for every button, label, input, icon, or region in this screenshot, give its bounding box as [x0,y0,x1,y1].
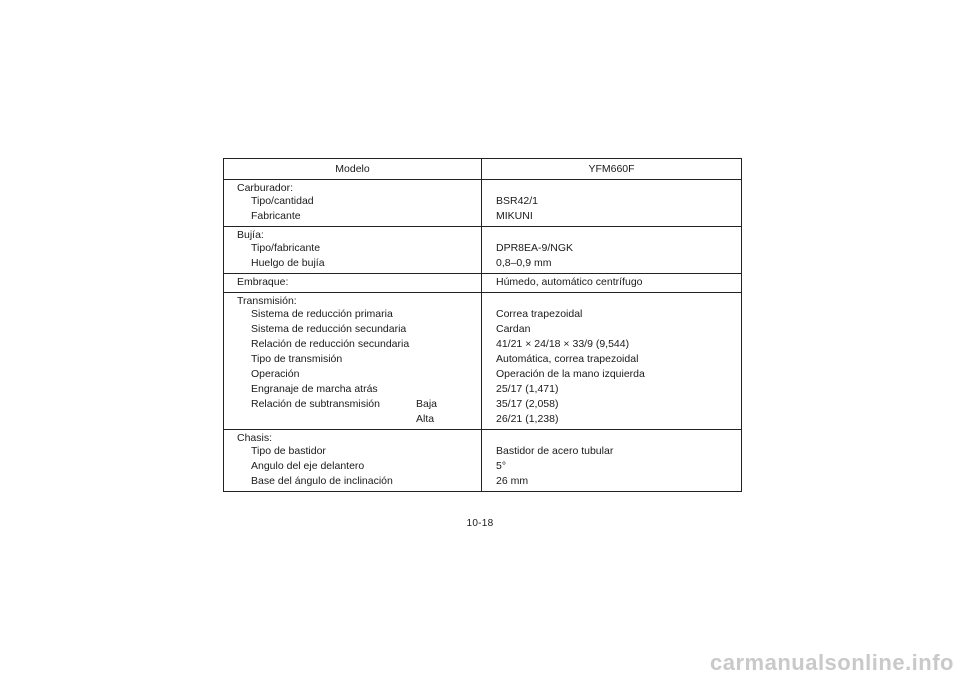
row-value: MIKUNI [496,210,533,222]
row-value: Automática, correa trapezoidal [496,353,639,365]
row-label: Engranaje de marcha atrás [251,383,378,395]
header-model-value: YFM660F [588,163,635,175]
table-row [224,307,741,322]
section-chasis [224,430,741,491]
table-row [224,275,741,290]
table-row [224,382,741,397]
row-label: Relación de subtransmisión [251,398,380,410]
section-title: Carburador: [237,182,294,194]
section-title: Bujía: [237,229,264,241]
section-embraque [224,274,741,293]
row-sub-label: Baja [416,398,438,410]
table-row [224,412,741,427]
section-bujia [224,227,741,274]
watermark: carmanualsonline.info [710,650,954,675]
row-label: Angulo del eje delantero [251,460,365,472]
table-row [224,322,741,337]
row-label: Tipo/fabricante [251,242,321,254]
row-label: Tipo de transmisión [251,353,343,365]
header-model-label: Modelo [335,163,370,175]
table-row [224,209,741,224]
section-title: Embraque: [237,276,289,288]
table-row [224,397,741,412]
row-label: Relación de reducción secundaria [251,338,410,350]
row-value: DPR8EA-9/NGK [496,242,574,254]
table-row [224,367,741,382]
table-row [224,459,741,474]
table-row [224,444,741,459]
row-value: Bastidor de acero tubular [496,445,614,457]
row-label: Sistema de reducción secundaria [251,323,407,335]
row-label: Tipo/cantidad [251,195,314,207]
section-title-row [224,228,741,241]
row-sub-label: Alta [416,413,435,425]
row-value: 35/17 (2,058) [496,398,559,410]
table-row [224,337,741,352]
section-title-row [224,294,741,307]
row-value: Cardan [496,323,531,335]
row-label: Huelgo de bujía [251,257,325,269]
row-label: Fabricante [251,210,301,222]
row-value: Correa trapezoidal [496,308,583,320]
table-row [224,241,741,256]
row-label: Tipo de bastidor [251,445,326,457]
spec-table [223,158,742,492]
row-value: 41/21 × 24/18 × 33/9 (9,544) [496,338,630,350]
row-value: Operación de la mano izquierda [496,368,645,380]
row-label: Operación [251,368,300,380]
section-title: Chasis: [237,432,273,444]
section-title: Transmisión: [237,295,297,307]
row-value: 0,8–0,9 mm [496,257,552,269]
section-transmision [224,293,741,430]
row-value: BSR42/1 [496,195,539,207]
table-row [224,256,741,271]
page-number: 10-18 [466,518,494,529]
section-carburador [224,180,741,227]
row-value: Húmedo, automático centrífugo [496,276,643,288]
row-value: 26 mm [496,475,529,487]
row-value: 26/21 (1,238) [496,413,559,425]
row-label: Sistema de reducción primaria [251,308,393,320]
table-row [224,194,741,209]
table-header [224,159,741,180]
table-row [224,352,741,367]
table-row [224,474,741,489]
row-label: Base del ángulo de inclinación [251,475,393,487]
section-title-row [224,181,741,194]
section-title-row [224,431,741,444]
row-value: 25/17 (1,471) [496,383,559,395]
row-value: 5° [496,460,507,472]
